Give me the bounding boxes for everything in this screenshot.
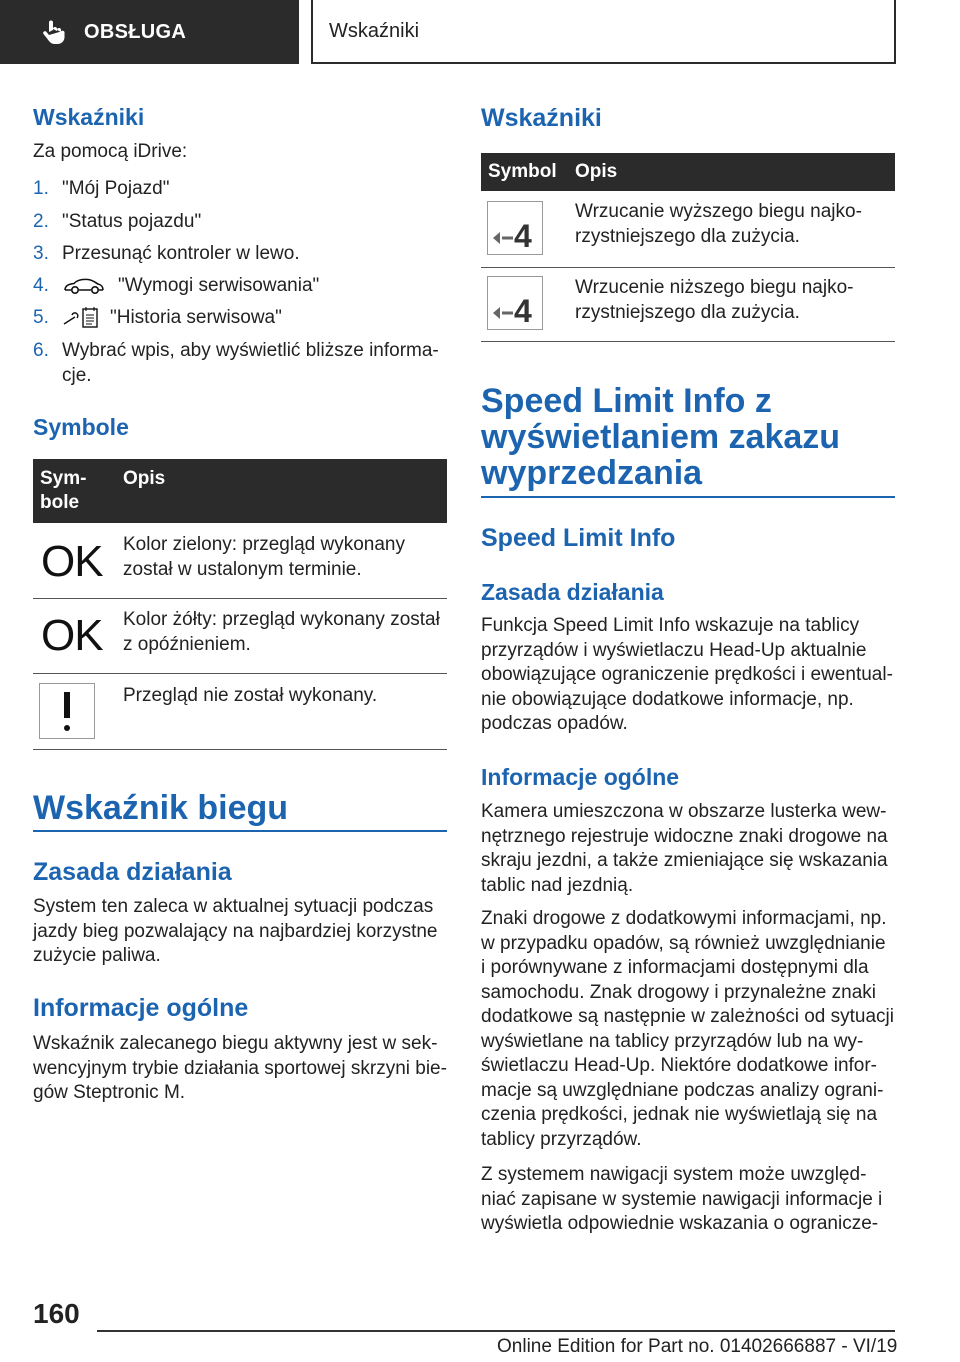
table-cell: Wrzucanie wyższego biegu najko‐rzystniejszego dla zużycia. bbox=[575, 201, 862, 247]
zasada-text: System ten zaleca w aktualnej sytuacji podczas jazdy bieg pozwalający na najbardziej korzystne zużycie paliwa. bbox=[33, 896, 438, 966]
service-history-icon bbox=[62, 306, 100, 330]
speed-limit-heading: Speed Limit Info z wyświetlaniem zakazu wyprzedzania bbox=[481, 382, 841, 492]
car-icon bbox=[62, 276, 106, 296]
svg-text:4: 4 bbox=[514, 218, 532, 254]
symbole-heading: Symbole bbox=[33, 414, 129, 440]
row-divider bbox=[481, 341, 895, 342]
info-text: Wskaźnik zalecanego biegu aktywny jest w sek‐wencyjnym trybie działania sportowej skrzyni bie‐gów Steptronic M. bbox=[33, 1033, 447, 1103]
table-cell: Przegląd nie został wykonany. bbox=[123, 685, 378, 706]
list-item: 6. Wybrać wpis, aby wyświetlić bliższe informa‐cje. bbox=[33, 340, 439, 386]
ok-green-symbol: OK bbox=[41, 537, 103, 586]
table-cell: Wrzucenie niższego biegu najko‐rzystniejszego dla zużycia. bbox=[575, 277, 854, 323]
list-item: 5. "Historia serwisowa" bbox=[33, 306, 447, 331]
list-item: 2. "Status pojazdu" bbox=[33, 211, 202, 232]
hand-pointer-icon bbox=[42, 19, 66, 45]
info-heading: Informacje ogólne bbox=[33, 994, 249, 1022]
zasada-text-right: Funkcja Speed Limit Info wskazuje na tablicy przyrządów i wyświetlaczu Head-Up aktualnie obowiązujące ograniczenie prędkości i ewentual‐nie obowiązujące dodatkowe informacje, np. podczas opadów. bbox=[481, 615, 893, 734]
svg-text:4: 4 bbox=[514, 293, 532, 329]
info-paragraph: Z systemem nawigacji system może uwzględ‐niać zapisane w systemie nawigacji informacje i wyświetla odpowiednie wskazania o ogranicze‐ bbox=[481, 1164, 883, 1234]
symbol-table-header: Sym‐bole Opis bbox=[33, 459, 447, 523]
intro-text: Za pomocą iDrive: bbox=[33, 141, 188, 162]
table-cell: Kolor żółty: przegląd wykonany został z opóźnieniem. bbox=[123, 609, 440, 655]
row-divider bbox=[33, 598, 447, 599]
list-item: 1. "Mój Pojazd" bbox=[33, 178, 170, 199]
row-divider bbox=[33, 673, 447, 674]
info-paragraph: Znaki drogowe z dodatkowymi informacjami, np. w przypadku opadów, są również uwzględnianie i porównywane z informacjami dostępnymi dla samochodu. Znak drogowy i przynależne znaki dodatkowe są następnie w zależności od sytuacji wyświetlane na tablicy przyrządów lub na wy‐świetlaczu Head-Up. Niektóre dodatkowe infor‐macje są uwzględniane podczas analizy ograni‐czenia prędkości, jednak nie wyświetlają się na tablicy przyrządów. bbox=[481, 908, 894, 1150]
sli-heading: Speed Limit Info bbox=[481, 524, 676, 552]
zasada-heading: Zasada działania bbox=[33, 858, 232, 886]
footer-rule bbox=[97, 1330, 895, 1332]
edition-note: Online Edition for Part no. 01402666887 - VI/19 bbox=[497, 1336, 898, 1357]
chapter-title-tab bbox=[311, 0, 896, 64]
row-divider bbox=[481, 267, 895, 268]
page-number: 160 bbox=[33, 1298, 80, 1329]
wskazniki-heading-right: Wskaźniki bbox=[481, 104, 602, 132]
gear-indicator-heading: Wskaźnik biegu bbox=[33, 789, 289, 827]
heading-rule bbox=[33, 830, 447, 832]
gear-up-4-icon bbox=[487, 201, 543, 255]
heading-rule bbox=[481, 496, 895, 498]
ok-yellow-symbol: OK bbox=[41, 611, 103, 660]
table-cell: Kolor zielony: przegląd wykonany został w ustalonym terminie. bbox=[123, 534, 405, 580]
exclamation-warning-icon bbox=[39, 683, 95, 739]
section-tab bbox=[0, 0, 299, 64]
list-item: 3. Przesunąć kontroler w lewo. bbox=[33, 243, 300, 264]
section-label: OBSŁUGA bbox=[84, 20, 187, 43]
wskazniki-heading: Wskaźniki bbox=[33, 104, 145, 130]
gear-table-header: Symbol Opis bbox=[481, 153, 895, 191]
list-item: 4. "Wymogi serwisowania" bbox=[33, 275, 320, 296]
info-paragraph: Kamera umieszczona w obszarze lusterka wew‐nętrznego rejestruje widoczne znaki drogowe na skraju jezdni, a także zmieniające się wskazania tablic nad jezdnią. bbox=[481, 801, 888, 896]
gear-down-4-icon bbox=[487, 276, 543, 330]
zasada-heading-right: Zasada działania bbox=[481, 579, 664, 605]
info-heading-right: Informacje ogólne bbox=[481, 764, 680, 790]
row-divider bbox=[33, 749, 447, 750]
chapter-title: Wskaźniki bbox=[329, 19, 420, 42]
